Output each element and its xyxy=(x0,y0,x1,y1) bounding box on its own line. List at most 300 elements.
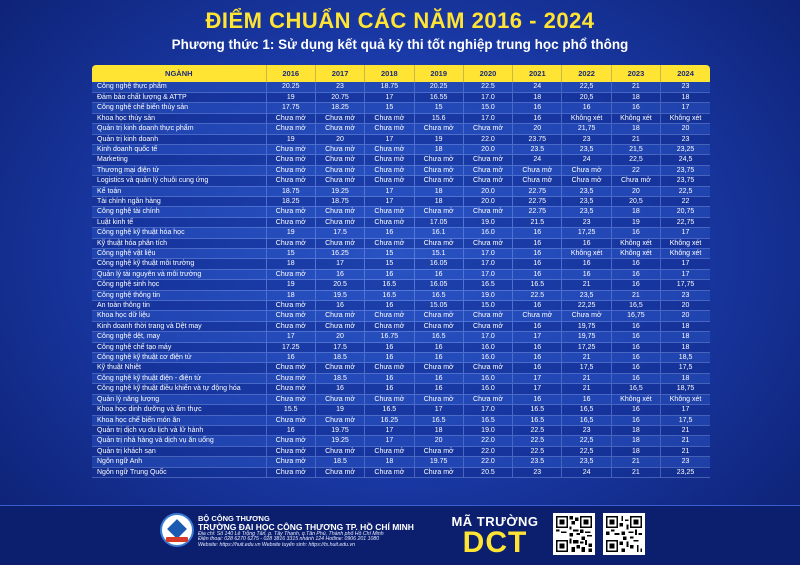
score-cell: 24 xyxy=(513,82,562,92)
school-website: Website: https://huit.edu.vn Website tuyển sinh: https://ts.huit.edu.vn xyxy=(198,541,355,548)
table-row xyxy=(92,249,710,259)
score-cell: 20 xyxy=(414,436,463,446)
table-row xyxy=(92,144,710,154)
score-cell: Chưa mở xyxy=(315,165,364,175)
score-cell: 19.75 xyxy=(414,457,463,467)
score-cell: 16 xyxy=(513,353,562,363)
score-cell: 16.5 xyxy=(513,280,562,290)
score-cell: 21 xyxy=(562,384,611,394)
score-cell: 22,5 xyxy=(611,155,660,165)
score-cell: 17.0 xyxy=(463,332,512,342)
score-cell: Chưa mở xyxy=(365,155,414,165)
score-cell: Chưa mở xyxy=(414,124,463,134)
score-cell: 16 xyxy=(266,425,315,435)
score-cell: 18.75 xyxy=(365,82,414,92)
major-name-cell: Công nghệ chế biến thủy sản xyxy=(92,103,266,113)
score-cell: 20.0 xyxy=(463,144,512,154)
score-cell: 23,5 xyxy=(562,186,611,196)
score-cell: 22.75 xyxy=(513,207,562,217)
score-cell: 16.0 xyxy=(463,373,512,383)
score-cell: 20,5 xyxy=(562,92,611,102)
major-name-cell: Công nghệ kỹ thuật cơ điện tử xyxy=(92,353,266,363)
column-header-year: 2019 xyxy=(414,65,463,82)
score-cell: Chưa mở xyxy=(266,394,315,404)
major-name-cell: Quản trị nhà hàng và dịch vụ ăn uống xyxy=(92,436,266,446)
score-cell: Chưa mở xyxy=(463,311,512,321)
score-cell: 23.75 xyxy=(513,134,562,144)
score-cell: 21 xyxy=(611,467,660,477)
page-subtitle: Phương thức 1: Sử dụng kết quả kỳ thi tốt nghiệp trung học phổ thông xyxy=(171,37,629,52)
score-cell: 17 xyxy=(365,436,414,446)
score-cell: 24 xyxy=(513,155,562,165)
score-cell: 21,75 xyxy=(562,124,611,134)
score-cell: 17 xyxy=(513,332,562,342)
score-cell: 20 xyxy=(315,332,364,342)
major-name-cell: Công nghệ kỹ thuật môi trường xyxy=(92,259,266,269)
table-body xyxy=(92,82,710,477)
score-cell: 21,5 xyxy=(611,144,660,154)
score-cell: 17 xyxy=(661,269,710,279)
score-cell: 23.5 xyxy=(513,144,562,154)
score-cell: 16.5 xyxy=(463,415,512,425)
score-cell: 16 xyxy=(562,238,611,248)
score-cell: Chưa mở xyxy=(414,176,463,186)
score-cell: Chưa mở xyxy=(463,363,512,373)
major-name-cell: Ngôn ngữ Trung Quốc xyxy=(92,467,266,477)
score-cell: 16 xyxy=(513,301,562,311)
score-cell: 18 xyxy=(611,446,660,456)
column-header-year: 2024 xyxy=(661,65,710,82)
major-name-cell: Công nghệ chế tạo máy xyxy=(92,342,266,352)
score-cell: 22,5 xyxy=(562,446,611,456)
score-cell: 16.5 xyxy=(365,280,414,290)
school-name: TRƯỜNG ĐẠI HỌC CÔNG THƯƠNG TP. HỒ CHÍ MINH xyxy=(198,521,414,532)
score-cell: Chưa mở xyxy=(266,124,315,134)
score-cell: Chưa mở xyxy=(266,373,315,383)
table-row xyxy=(92,405,710,415)
score-cell: 16 xyxy=(513,269,562,279)
school-address: Địa chỉ: Số 140 Lê Trọng Tấn, p. Tây Thạnh, q.Tân Phú, Thành phố Hồ Chí Minh xyxy=(198,530,384,537)
score-cell: 16 xyxy=(611,332,660,342)
score-cell: 22.75 xyxy=(513,196,562,206)
score-cell: 16 xyxy=(266,353,315,363)
score-cell: 23,5 xyxy=(562,457,611,467)
major-name-cell: Kế toán xyxy=(92,186,266,196)
score-cell: 24 xyxy=(562,467,611,477)
table-row xyxy=(92,415,710,425)
score-cell: 18.75 xyxy=(315,196,364,206)
score-cell: 24,5 xyxy=(661,155,710,165)
score-cell: 18.5 xyxy=(315,373,364,383)
score-cell: Chưa mở xyxy=(266,269,315,279)
score-cell: Chưa mở xyxy=(414,155,463,165)
score-cell: 22.5 xyxy=(513,290,562,300)
score-cell: Chưa mở xyxy=(315,467,364,477)
score-cell: 22,5 xyxy=(562,436,611,446)
score-cell: 16 xyxy=(513,113,562,123)
score-cell: 15 xyxy=(266,249,315,259)
score-cell: 18.25 xyxy=(266,196,315,206)
score-cell: 17 xyxy=(661,405,710,415)
score-cell: Chưa mở xyxy=(562,176,611,186)
score-cell: 24 xyxy=(562,155,611,165)
score-cell: 18 xyxy=(611,436,660,446)
score-cell: 16.05 xyxy=(414,259,463,269)
score-cell: 16.0 xyxy=(463,384,512,394)
score-cell: Chưa mở xyxy=(414,467,463,477)
score-cell: Chưa mở xyxy=(266,238,315,248)
major-name-cell: Thương mại điện tử xyxy=(92,165,266,175)
score-cell: Chưa mở xyxy=(266,155,315,165)
score-cell: Chưa mở xyxy=(414,207,463,217)
score-cell: 16 xyxy=(611,269,660,279)
score-cell: 15 xyxy=(414,103,463,113)
score-cell: Không xét xyxy=(661,249,710,259)
score-cell: 16,5 xyxy=(562,415,611,425)
score-cell: 23,25 xyxy=(661,467,710,477)
score-cell: 18 xyxy=(414,196,463,206)
score-cell: 16 xyxy=(513,238,562,248)
score-cell: Chưa mở xyxy=(266,176,315,186)
score-cell: 18 xyxy=(513,92,562,102)
column-header-year: 2022 xyxy=(562,65,611,82)
score-cell: 16 xyxy=(611,415,660,425)
score-cell: Chưa mở xyxy=(463,207,512,217)
score-cell: 16,75 xyxy=(611,311,660,321)
major-name-cell: Khoa học dinh dưỡng và ẩm thực xyxy=(92,405,266,415)
table-row xyxy=(92,176,710,186)
score-cell: 22,25 xyxy=(562,301,611,311)
score-cell: Chưa mở xyxy=(266,165,315,175)
major-name-cell: Công nghệ kỹ thuật điện - điện tử xyxy=(92,373,266,383)
score-cell: 21 xyxy=(562,353,611,363)
score-cell: 22.5 xyxy=(463,82,512,92)
score-cell: 21.5 xyxy=(513,217,562,227)
score-cell: 23,75 xyxy=(661,176,710,186)
score-cell: 21 xyxy=(611,290,660,300)
qr-code-icon xyxy=(603,513,645,555)
score-cell: Chưa mở xyxy=(463,124,512,134)
score-cell: 16 xyxy=(562,103,611,113)
score-cell: Chưa mở xyxy=(414,238,463,248)
table-row xyxy=(92,165,710,175)
score-cell: 23,5 xyxy=(562,196,611,206)
score-cell: 16.25 xyxy=(315,249,364,259)
ministry-name: BỘ CÔNG THƯƠNG xyxy=(198,514,270,523)
score-cell: Chưa mở xyxy=(266,467,315,477)
major-name-cell: Khoa học dữ liệu xyxy=(92,311,266,321)
score-cell: 23,5 xyxy=(562,290,611,300)
score-cell: 17.0 xyxy=(463,269,512,279)
major-name-cell: Luật kinh tế xyxy=(92,217,266,227)
score-cell: 21 xyxy=(661,436,710,446)
column-header-year: 2023 xyxy=(611,65,660,82)
score-cell: Chưa mở xyxy=(266,457,315,467)
score-cell: 23 xyxy=(562,217,611,227)
score-cell: 15.0 xyxy=(463,103,512,113)
score-cell: 16 xyxy=(513,259,562,269)
major-name-cell: Tài chính ngân hàng xyxy=(92,196,266,206)
score-cell: 23,5 xyxy=(562,207,611,217)
score-cell: 17,5 xyxy=(661,363,710,373)
major-name-cell: Kinh doanh thời trang và Dệt may xyxy=(92,321,266,331)
score-cell: 16 xyxy=(365,373,414,383)
score-cell: 20 xyxy=(661,124,710,134)
score-cell: 16 xyxy=(513,228,562,238)
score-cell: 23 xyxy=(661,82,710,92)
score-cell: 16 xyxy=(365,342,414,352)
score-cell: Chưa mở xyxy=(315,113,364,123)
table-row xyxy=(92,280,710,290)
score-cell: Chưa mở xyxy=(463,238,512,248)
score-cell: 23 xyxy=(562,425,611,435)
score-cell: 16.75 xyxy=(365,332,414,342)
score-cell: Chưa mở xyxy=(365,144,414,154)
major-name-cell: Ngôn ngữ Anh xyxy=(92,457,266,467)
score-cell: 19,75 xyxy=(562,321,611,331)
table-row xyxy=(92,217,710,227)
score-cell: Chưa mở xyxy=(315,363,364,373)
score-cell: 16 xyxy=(513,363,562,373)
score-cell: 19 xyxy=(266,228,315,238)
score-cell: 22.0 xyxy=(463,134,512,144)
score-cell: 21 xyxy=(661,425,710,435)
score-cell: Không xét xyxy=(611,238,660,248)
score-cell: 17 xyxy=(266,332,315,342)
score-cell: 17 xyxy=(365,134,414,144)
score-cell: Chưa mở xyxy=(562,311,611,321)
score-cell: 17.25 xyxy=(266,342,315,352)
score-cell: Không xét xyxy=(611,113,660,123)
score-cell: 22,5 xyxy=(562,82,611,92)
score-cell: 15 xyxy=(365,259,414,269)
score-cell: 16.05 xyxy=(414,280,463,290)
score-cell: 15.6 xyxy=(414,113,463,123)
score-cell: 16 xyxy=(414,269,463,279)
score-cell: 17,25 xyxy=(562,228,611,238)
score-cell: Chưa mở xyxy=(266,446,315,456)
score-cell: 16 xyxy=(611,280,660,290)
score-cell: 20 xyxy=(513,124,562,134)
score-cell: 22 xyxy=(611,165,660,175)
table-row xyxy=(92,82,710,92)
score-cell: 18 xyxy=(661,373,710,383)
score-cell: 16.5 xyxy=(513,405,562,415)
score-cell: 16 xyxy=(513,103,562,113)
score-cell: Chưa mở xyxy=(365,321,414,331)
score-cell: 18 xyxy=(414,425,463,435)
score-cell: 17,5 xyxy=(661,415,710,425)
score-cell: 16.0 xyxy=(463,228,512,238)
score-cell: 16 xyxy=(315,269,364,279)
score-cell: Chưa mở xyxy=(414,394,463,404)
score-cell: 17.0 xyxy=(463,92,512,102)
score-cell: 18 xyxy=(266,290,315,300)
score-cell: 17 xyxy=(414,405,463,415)
score-cell: Chưa mở xyxy=(266,144,315,154)
major-name-cell: Công nghệ kỹ thuật hóa học xyxy=(92,228,266,238)
score-cell: Chưa mở xyxy=(365,217,414,227)
table-row xyxy=(92,311,710,321)
score-cell: Chưa mở xyxy=(315,446,364,456)
score-cell: 16.55 xyxy=(414,92,463,102)
score-cell: 18 xyxy=(661,332,710,342)
score-cell: Chưa mở xyxy=(266,301,315,311)
major-name-cell: Công nghệ thực phẩm xyxy=(92,82,266,92)
score-cell: 18 xyxy=(661,342,710,352)
score-cell: Chưa mở xyxy=(365,113,414,123)
table-row xyxy=(92,124,710,134)
score-cell: 17.0 xyxy=(463,405,512,415)
score-cell: 16 xyxy=(611,353,660,363)
score-cell: 16.1 xyxy=(414,228,463,238)
score-cell: 19.0 xyxy=(463,290,512,300)
score-cell: Chưa mở xyxy=(463,394,512,404)
score-cell: 21 xyxy=(661,446,710,456)
table-row xyxy=(92,332,710,342)
score-cell: 16.5 xyxy=(414,415,463,425)
score-cell: 23 xyxy=(562,134,611,144)
score-cell: 19 xyxy=(266,134,315,144)
score-cell: 20.0 xyxy=(463,186,512,196)
score-cell: Chưa mở xyxy=(365,238,414,248)
score-cell: Chưa mở xyxy=(414,321,463,331)
score-cell: Chưa mở xyxy=(315,124,364,134)
score-cell: 16 xyxy=(365,301,414,311)
major-name-cell: Kỹ thuật hóa phân tích xyxy=(92,238,266,248)
score-cell: 16 xyxy=(414,353,463,363)
score-cell: 23,75 xyxy=(661,165,710,175)
score-cell: 16.5 xyxy=(365,405,414,415)
score-cell: Chưa mở xyxy=(365,446,414,456)
score-cell: 17.5 xyxy=(315,342,364,352)
major-name-cell: Kỹ thuật Nhiệt xyxy=(92,363,266,373)
score-cell: 16 xyxy=(365,384,414,394)
score-cell: 15 xyxy=(365,249,414,259)
score-cell: 16 xyxy=(365,353,414,363)
score-cell: Không xét xyxy=(661,394,710,404)
score-cell: 23,25 xyxy=(661,144,710,154)
score-cell: 20.0 xyxy=(463,196,512,206)
score-cell: Chưa mở xyxy=(266,363,315,373)
score-cell: 18 xyxy=(365,457,414,467)
score-cell: 15.05 xyxy=(414,301,463,311)
score-cell: 16.5 xyxy=(513,415,562,425)
score-cell: Chưa mở xyxy=(266,436,315,446)
score-cell: Chưa mở xyxy=(414,363,463,373)
score-cell: 17 xyxy=(315,259,364,269)
score-cell: 22.0 xyxy=(463,457,512,467)
score-cell: 16 xyxy=(611,103,660,113)
score-cell: Chưa mở xyxy=(365,176,414,186)
score-cell: 19 xyxy=(315,405,364,415)
university-info xyxy=(198,515,428,548)
score-cell: 16 xyxy=(315,384,364,394)
score-cell: Chưa mở xyxy=(463,155,512,165)
score-cell: 16 xyxy=(513,342,562,352)
major-name-cell: Quản trị dịch vụ du lịch và lữ hành xyxy=(92,425,266,435)
score-cell: 20 xyxy=(661,301,710,311)
score-cell: 15.0 xyxy=(463,301,512,311)
score-cell: 16,5 xyxy=(611,301,660,311)
table-row xyxy=(92,207,710,217)
major-name-cell: An toàn thông tin xyxy=(92,301,266,311)
score-cell: Chưa mở xyxy=(611,176,660,186)
score-cell: Chưa mở xyxy=(365,467,414,477)
table-row xyxy=(92,103,710,113)
page-title: ĐIỂM CHUẨN CÁC NĂM 2016 - 2024 xyxy=(205,8,595,33)
score-cell: 22 xyxy=(661,196,710,206)
score-cell: 16.5 xyxy=(414,290,463,300)
score-cell: 23 xyxy=(661,457,710,467)
table-row xyxy=(92,425,710,435)
score-cell: Chưa mở xyxy=(315,415,364,425)
table-row xyxy=(92,353,710,363)
major-name-cell: Quản trị kinh doanh thực phẩm xyxy=(92,124,266,134)
score-cell: Chưa mở xyxy=(365,311,414,321)
score-cell: 23 xyxy=(661,290,710,300)
table-row xyxy=(92,113,710,123)
score-cell: 22.5 xyxy=(513,446,562,456)
score-cell: 19.25 xyxy=(315,436,364,446)
score-cell: 22,5 xyxy=(661,186,710,196)
score-cell: Chưa mở xyxy=(562,165,611,175)
score-cell: 20.5 xyxy=(463,467,512,477)
score-cell: 17 xyxy=(365,196,414,206)
table-row xyxy=(92,238,710,248)
column-header-year: 2021 xyxy=(513,65,562,82)
score-cell: 20,5 xyxy=(611,196,660,206)
score-cell: Chưa mở xyxy=(513,165,562,175)
major-name-cell: Kinh doanh quốc tế xyxy=(92,144,266,154)
score-cell: 17.5 xyxy=(315,228,364,238)
score-cell: 23,5 xyxy=(562,144,611,154)
major-name-cell: Quản lý năng lượng xyxy=(92,394,266,404)
score-cell: 16 xyxy=(365,228,414,238)
score-cell: 20,75 xyxy=(661,207,710,217)
score-cell: 17 xyxy=(513,384,562,394)
score-cell: 16 xyxy=(611,321,660,331)
university-logo-icon xyxy=(160,513,194,547)
score-cell: Không xét xyxy=(562,113,611,123)
table-row xyxy=(92,259,710,269)
score-cell: 20 xyxy=(315,134,364,144)
score-cell: Không xét xyxy=(611,249,660,259)
score-cell: 16.25 xyxy=(365,415,414,425)
score-cell: Chưa mở xyxy=(414,165,463,175)
score-cell: 16 xyxy=(562,394,611,404)
score-cell: 19 xyxy=(266,280,315,290)
score-cell: Chưa mở xyxy=(463,321,512,331)
score-cell: 17 xyxy=(365,92,414,102)
score-cell: 19.75 xyxy=(315,425,364,435)
table-row xyxy=(92,467,710,477)
score-cell: 16.0 xyxy=(463,353,512,363)
score-cell: 21 xyxy=(562,280,611,290)
score-cell: Chưa mở xyxy=(315,144,364,154)
score-cell: 17.05 xyxy=(414,217,463,227)
table-row xyxy=(92,436,710,446)
score-cell: 22,75 xyxy=(661,217,710,227)
school-code: DCT xyxy=(462,526,528,559)
score-cell: 16 xyxy=(414,373,463,383)
score-cell: 21 xyxy=(611,134,660,144)
score-cell: 17 xyxy=(661,228,710,238)
table-row xyxy=(92,394,710,404)
cutoff-scores-table xyxy=(92,65,710,478)
major-name-cell: Công nghệ vật liệu xyxy=(92,249,266,259)
score-cell: 16 xyxy=(611,405,660,415)
